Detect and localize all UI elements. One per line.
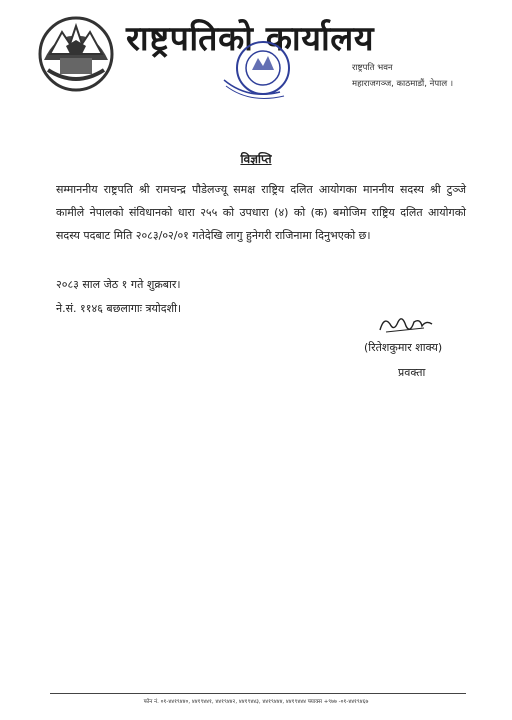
date-line-ns: ने.सं. ११४६ बछलागाः त्रयोदशी। bbox=[56, 302, 182, 315]
office-title: राष्ट्रपतिको कार्यालय bbox=[126, 19, 375, 59]
notice-body: सम्माननीय राष्ट्रपति श्री रामचन्द्र पौडेलज्यू समक्ष राष्ट्रिय दलित आयोगका माननीय सदस्य श्री टुञ्जे कामीले नेपालको संविधानको धारा २५५ को उपधारा (४) को (क) बमोजिम राष्ट्रिय दलित आयोगको सदस्य पदबाट मिति २०८३/०२/०१ गतेदेखि लागु हुनेगरी राजिनामा दिनुभएको छ। bbox=[56, 183, 466, 242]
address-line-1: राष्ट्रपति भवन bbox=[352, 63, 393, 73]
national-emblem-icon bbox=[36, 14, 116, 94]
office-stamp-icon bbox=[218, 40, 308, 100]
notice-heading-row bbox=[0, 148, 512, 167]
footer-divider bbox=[50, 693, 466, 694]
address-line-2: महाराजगञ्ज, काठमाडौं, नेपाल । bbox=[352, 79, 454, 89]
signer-name: (रितेशकुमार शाक्य) bbox=[364, 341, 443, 354]
date-line-bs: २०८३ साल जेठ १ गते शुक्रबार। bbox=[56, 278, 181, 291]
notice-heading: विज्ञप्ति bbox=[240, 152, 272, 166]
footer-contacts: फोन नं. ०१-४४१९४४०, ४४१९४४१, ४४१९४४२, ४४१९४४३, ४४१९४४४, ४४१९४४४ फ्याक्स +९७७ -०१-४४१९४६७ bbox=[143, 699, 369, 705]
signer-role: प्रवक्ता bbox=[398, 366, 426, 379]
signature-icon bbox=[376, 312, 436, 338]
